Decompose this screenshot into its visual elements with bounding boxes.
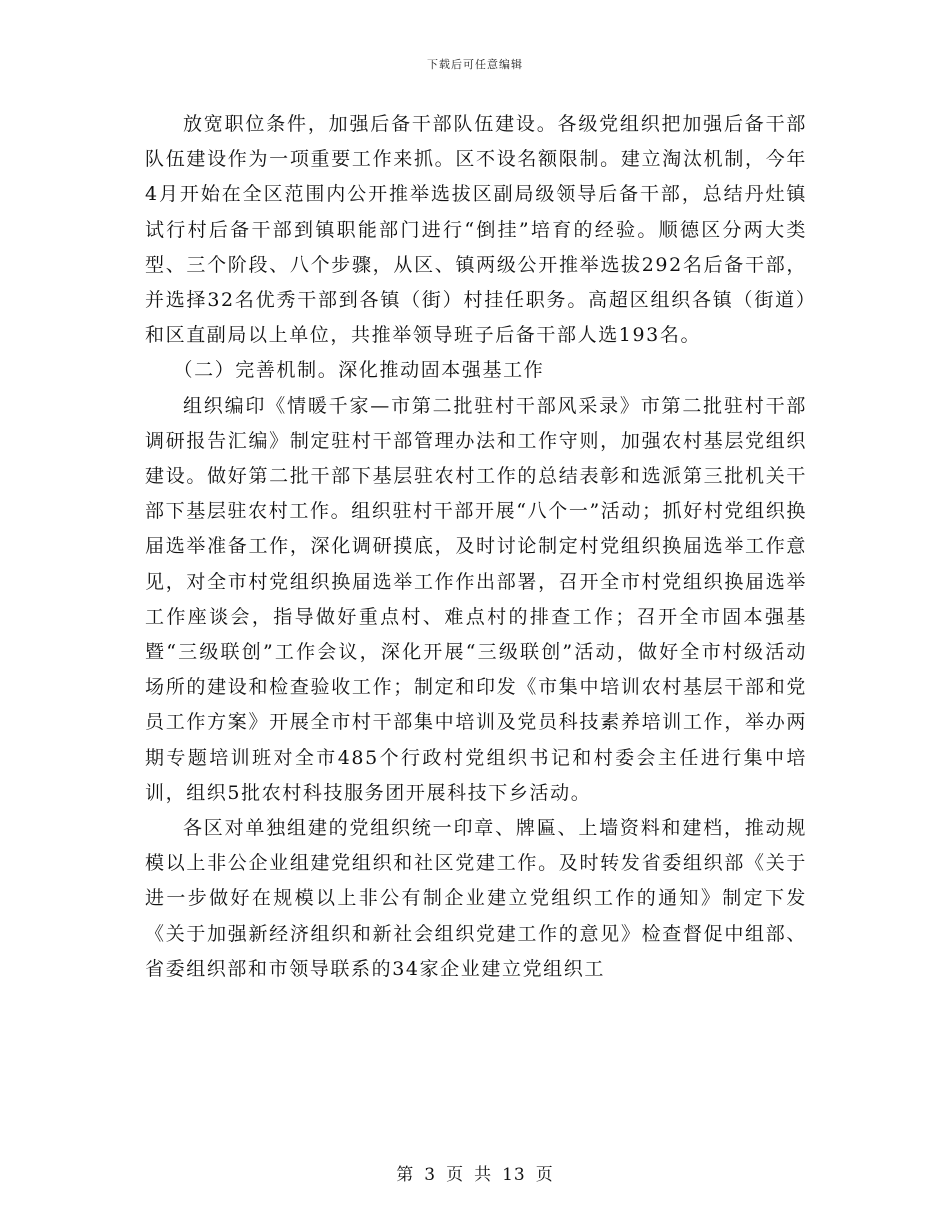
page-footer [0,1160,950,1185]
page-header: 下载后可任意编辑 [427,58,523,71]
footer-total-word: 共 [474,1165,493,1185]
footer-page-word: 页 [446,1165,465,1185]
paragraph-party-organizations: 各区对单独组建的党组织统一印章、牌匾、上墙资料和建档，推动规模以上非公企业组建党组织和社区党建工作。及时转发省委组织部《关于进一步做好在规模以上非公有制企业建立党组织工作的通知》制定下发《关于加强新经济组织和新社会组织党建工作的意见》检查督促中组部、省委组织部和市领导联系的34家企业建立党组织工 [145,817,807,980]
document-body [145,107,807,987]
footer-prefix: 第 [396,1165,415,1185]
section-heading: （二）完善机制。深化推动固本强基工作 [173,359,545,382]
paragraph-reserve-cadres: 放宽职位条件，加强后备干部队伍建设。各级党组织把加强后备干部队伍建设作为一项重要工作来抓。区不设名额限制。建立淘汰机制，今年4月开始在全区范围内公开推举选拔区副局级领导后备干部，总结丹灶镇试行村后备干部到镇职能部门进行“倒挂”培育的经验。顺德区分两大类型、三个阶段、八个步骤，从区、镇两级公开推举选拔292名后备干部，并选择32名优秀干部到各镇（街）村挂任职务。高超区组织各镇（街道）和区直副局以上单位，共推举领导班子后备干部人选193名。 [145,113,807,347]
footer-suffix: 页 [535,1165,554,1185]
page-number-total: 13 [502,1165,526,1185]
paragraph-village-cadres: 组织编印《情暖千家—市第二批驻村干部风采录》市第二批驻村干部调研报告汇编》制定驻村干部管理办法和工作守则，加强农村基层党组织建设。做好第二批干部下基层驻农村工作的总结表彰和选派第三批机关干部下基层驻农村工作。组织驻村干部开展“八个一”活动；抓好村党组织换届选举准备工作，深化调研摸底，及时讨论制定村党组织换届选举工作意见，对全市村党组织换届选举工作作出部署，召开全市村党组织换届选举工作座谈会，指导做好重点村、难点村的排查工作；召开全市固本强基暨“三级联创”工作会议，深化开展“三级联创”活动，做好全市村级活动场所的建设和检查验收工作；制定和印发《市集中培训农村基层干部和党员工作方案》开展全市村干部集中培训及党员科技素养培训工作，举办两期专题培训班对全市485个行政村党组织书记和村委会主任进行集中培训，组织5批农村科技服务团开展科技下乡活动。 [145,394,807,804]
page-number-current: 3 [424,1165,437,1185]
